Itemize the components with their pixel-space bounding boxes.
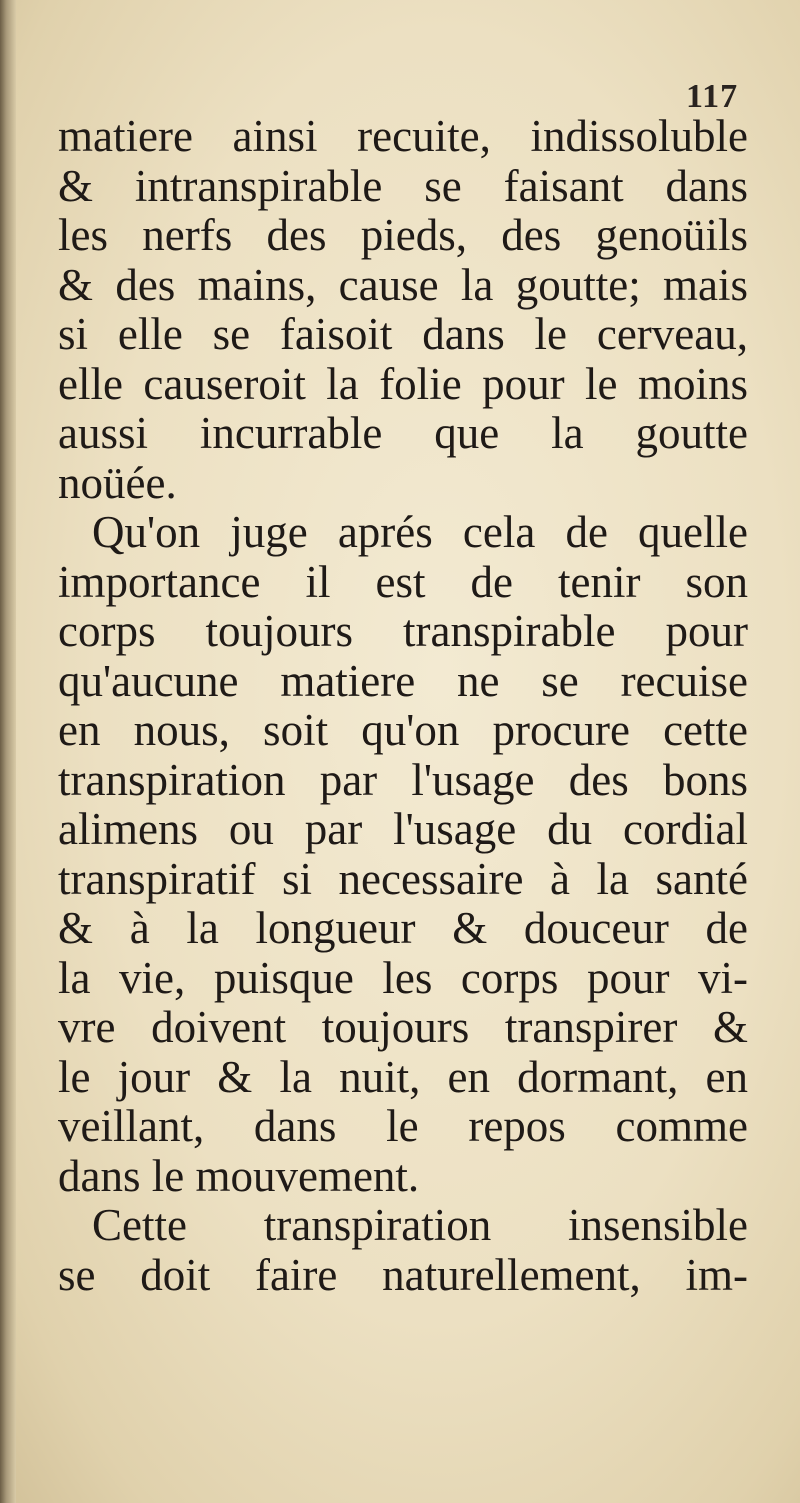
text-line: [58, 508, 748, 558]
text-line: [58, 657, 748, 707]
text-line: [58, 360, 748, 410]
text-line-content: le jour & la nuit, en dormant, en: [58, 1051, 748, 1102]
page-number: 117: [686, 78, 739, 115]
text-line: [58, 459, 748, 509]
text-line-content: en nous, soit qu'on procure cette: [58, 705, 748, 755]
text-line-content: & des mains, cause la goutte; mais: [58, 259, 748, 310]
text-line-content: importance il est de tenir son: [58, 556, 748, 607]
text-line: [58, 1102, 748, 1152]
text-line: [58, 607, 748, 657]
text-line-content: matiere ainsi recuite, indissoluble: [58, 111, 748, 161]
text-line-content: qu'aucune matiere ne se recuise: [58, 655, 748, 706]
text-line-content: & à la longueur & douceur de: [58, 903, 748, 953]
text-line-content: transpiratif si necessaire à la santé: [58, 853, 748, 904]
text-line-content: la vie, puisque les corps pour vi-: [58, 952, 748, 1003]
text-line: [58, 1053, 748, 1103]
text-line: [58, 1251, 748, 1301]
text-line: [58, 558, 748, 608]
text-line: [58, 162, 748, 212]
text-line-content: Qu'on juge aprés cela de quelle: [92, 507, 748, 557]
text-line-content: vre doivent toujours transpirer &: [58, 1002, 748, 1052]
text-line-content: Cette transpiration insensible: [92, 1200, 748, 1250]
text-line-content: elle causeroit la folie pour le moins: [58, 358, 748, 409]
text-line: [58, 706, 748, 756]
text-line: [58, 112, 748, 162]
text-line-content: se doit faire naturellement, im-: [58, 1249, 748, 1300]
text-line: [58, 954, 748, 1004]
text-line-content: corps toujours transpirable pour: [58, 606, 748, 656]
text-line-content: si elle se faisoit dans le cerveau,: [58, 309, 748, 359]
text-line-content: noüée.: [58, 457, 177, 508]
text-line-content: les nerfs des pieds, des genoüils: [58, 210, 748, 260]
text-line: [58, 855, 748, 905]
text-line-content: aussi incurrable que la goutte: [58, 408, 748, 458]
text-line: [58, 1201, 748, 1251]
text-line: [58, 805, 748, 855]
text-line-content: & intranspirable se faisant dans: [58, 160, 748, 211]
page-gutter-shadow: [0, 0, 16, 1503]
body-text: [58, 112, 748, 1300]
text-line: [58, 310, 748, 360]
text-line: [58, 409, 748, 459]
text-line: [58, 904, 748, 954]
text-line: [58, 756, 748, 806]
text-line-content: dans le mouvement.: [58, 1150, 420, 1201]
text-line-content: transpiration par l'usage des bons: [58, 754, 748, 805]
text-line: [58, 1003, 748, 1053]
text-line: [58, 1152, 748, 1202]
text-line-content: veillant, dans le repos comme: [58, 1101, 748, 1151]
text-line: [58, 261, 748, 311]
text-line-content: alimens ou par l'usage du cordial: [58, 804, 748, 854]
text-line: [58, 211, 748, 261]
